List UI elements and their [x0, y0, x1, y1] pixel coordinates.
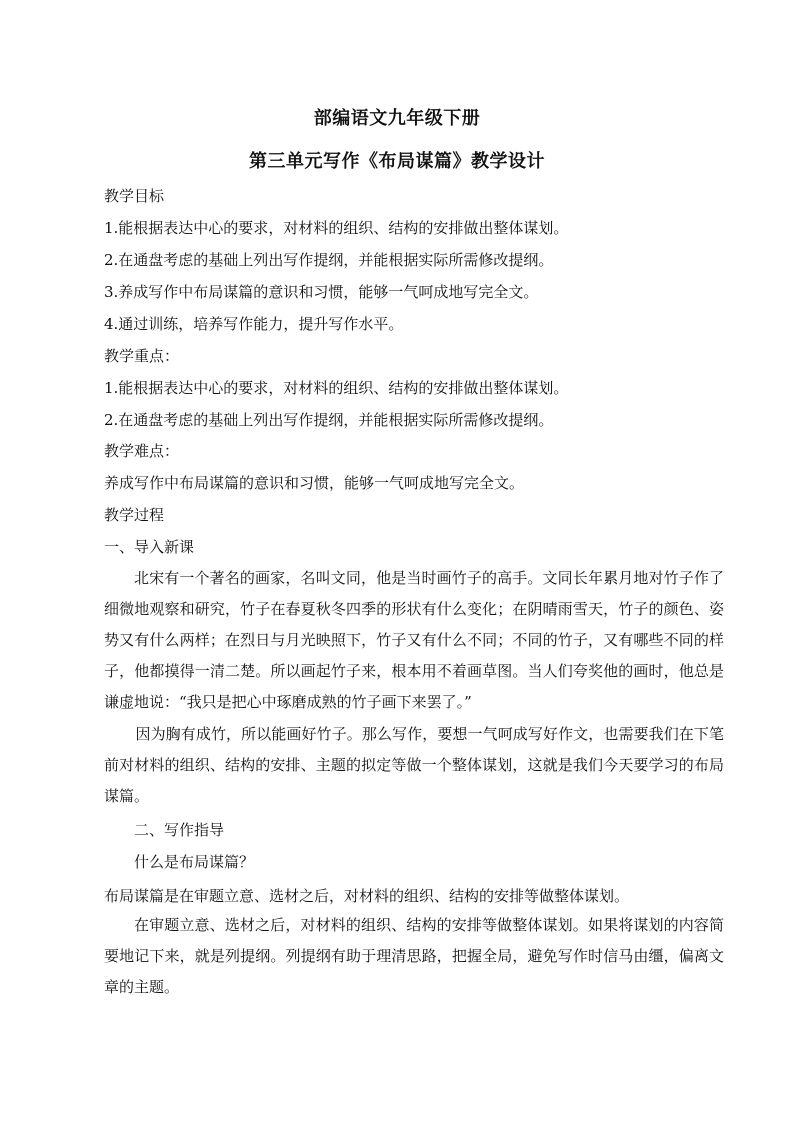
section-question: 什么是布局谋篇？: [134, 853, 255, 871]
objective-item: 3.养成写作中布局谋篇的意识和习惯，能够一气呵成地写完全文。: [104, 283, 539, 301]
focus-item: 1.能根据表达中心的要求，对材料的组织、结构的安排做出整体谋划。: [104, 379, 569, 397]
section-answer: 布局谋篇是在审题立意、选材之后，对材料的组织、结构的安排等做整体谋划。: [104, 887, 630, 905]
document-title: 部编语文九年级下册: [313, 108, 481, 129]
document-subtitle: 第三单元写作《布局谋篇》教学设计: [249, 151, 545, 172]
objective-item: 2.在通盘考虑的基础上列出写作提纲，并能根据实际所需修改提纲。: [104, 251, 554, 269]
process-heading: 教学过程: [104, 506, 165, 524]
difficulty-heading: 教学难点：: [104, 442, 180, 460]
section-heading: 二、写作指导: [134, 821, 225, 839]
objective-item: 1.能根据表达中心的要求，对材料的组织、结构的安排做出整体谋划。: [104, 219, 569, 237]
objectives-heading: 教学目标: [104, 187, 165, 205]
intro-paragraph: 因为胸有成竹，所以能画好竹子。那么写作，要想一气呵成写好作文，也需要我们在下笔前对材料的组织、结构的安排、主题的拟定等做一个整体谋划，这就是我们今天要学习的布局谋篇。: [104, 725, 724, 805]
body-paragraph: 在审题立意、选材之后，对材料的组织、结构的安排等做整体谋划。如果将谋划的内容简要地记下来，就是列提纲。列提纲有助于理清思路，把握全局，避免写作时信马由缰，偏离文章的主题。: [104, 916, 724, 996]
section-heading: 一、导入新课: [104, 538, 195, 556]
intro-paragraph: 北宋有一个著名的画家，名叫文同，他是当时画竹子的高手。文同长年累月地对竹子作了细微地观察和研究，竹子在春夏秋冬四季的形状有什么变化；在阴晴雨雪天，竹子的颜色、姿势又有什么两样；在烈日与月光映照下，竹子又有什么不同；不同的竹子，又有哪些不同的样子，他都摸得一清二楚。所以画起竹子来，根本用不着画草图。当人们夸奖他的画时，他总是谦虚地说：“我只是把心中琢磨成熟的竹子画下来罢了。”: [104, 569, 724, 711]
objective-item: 4.通过训练，培养写作能力，提升写作水平。: [104, 315, 404, 333]
focus-heading: 教学重点：: [104, 347, 180, 365]
focus-item: 2.在通盘考虑的基础上列出写作提纲，并能根据实际所需修改提纲。: [104, 411, 554, 429]
difficulty-text: 养成写作中布局谋篇的意识和习惯，能够一气呵成地写完全文。: [104, 474, 525, 492]
